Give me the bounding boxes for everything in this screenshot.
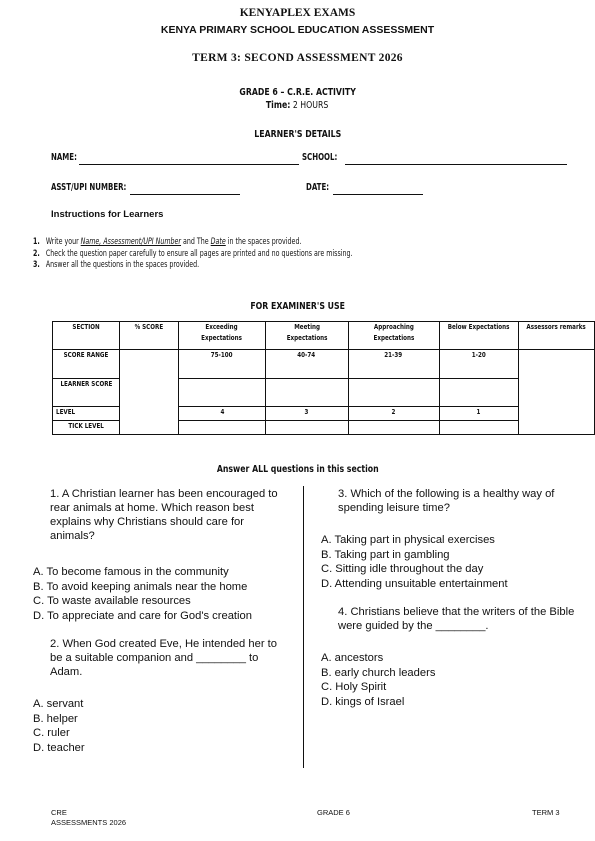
instruction-text: Check the question paper carefully to ensure all pages are printed and no questions are missing.	[45, 248, 353, 259]
score-range-cell: 21-39	[348, 350, 439, 379]
option[interactable]: B. helper	[33, 712, 78, 725]
level-cell: 2	[348, 407, 439, 421]
program-title: KENYA PRIMARY SCHOOL EDUCATION ASSESSMENT	[160, 24, 435, 36]
option[interactable]: D. teacher	[33, 741, 85, 754]
option[interactable]: D. To appreciate and care for God's creation	[33, 609, 252, 622]
option[interactable]: C. Holy Spirit	[321, 681, 387, 693]
row-label: LEARNER SCORE	[53, 379, 120, 407]
section-instruction-wrap	[0, 459, 595, 477]
date-label: DATE:	[306, 182, 330, 193]
instruction-num: 3.	[33, 260, 40, 270]
name-label: NAME:	[51, 152, 77, 163]
school-label: SCHOOL:	[302, 152, 338, 163]
instructions-heading: Instructions for Learners	[51, 209, 164, 220]
time-line	[0, 95, 595, 113]
table-row	[53, 350, 595, 379]
table-header: SECTION	[53, 322, 120, 350]
learner-score-cell[interactable]	[439, 379, 518, 407]
tick-level-cell[interactable]	[439, 421, 518, 435]
learner-heading-wrap	[0, 124, 595, 142]
option[interactable]: A. servant	[33, 698, 84, 710]
time-value: 2 HOURS	[293, 100, 329, 111]
instruction-text: Write your	[45, 237, 81, 247]
grade-activity: GRADE 6 – C.R.E. ACTIVITY	[239, 87, 356, 98]
percent-score-cell[interactable]	[120, 350, 179, 435]
learner-heading: LEARNER'S DETAILS	[254, 129, 341, 140]
question-3-stem: 3. Which of the following is a healthy way of spending leisure time?	[338, 488, 555, 514]
question-1-stem: 1. A Christian learner has been encouraged to rear animals at home. Which reason best explains why Christians should care for animals?	[50, 488, 278, 542]
remarks-cell[interactable]	[518, 350, 594, 435]
instruction-item	[33, 237, 353, 249]
date-field[interactable]	[333, 185, 423, 195]
option[interactable]: D. kings of Israel	[321, 695, 405, 708]
name-field[interactable]	[79, 155, 299, 165]
table-header: Meeting Expectations	[265, 322, 348, 350]
school-field[interactable]	[345, 155, 567, 165]
option[interactable]: A. ancestors	[321, 652, 384, 664]
tick-level-cell[interactable]	[265, 421, 348, 435]
asst-field[interactable]	[130, 185, 240, 195]
option[interactable]: B. To avoid keeping animals near the home	[33, 580, 248, 593]
score-range-cell: 40-74	[265, 350, 348, 379]
option[interactable]: A. To become famous in the community	[33, 566, 229, 578]
footer-term: TERM 3	[532, 808, 560, 817]
learner-score-cell[interactable]	[348, 379, 439, 407]
instruction-text: in the spaces provided.	[225, 237, 302, 247]
examiner-table	[52, 321, 595, 435]
examiner-heading-wrap	[0, 296, 595, 314]
term-title: TERM 3: SECOND ASSESSMENT 2026	[192, 52, 403, 64]
question-2-stem: 2. When God created Eve, He intended her to be a suitable companion and ________ to Adam.	[50, 638, 277, 678]
row-label: TICK LEVEL	[53, 421, 120, 435]
footer-grade: GRADE 6	[317, 808, 350, 817]
table-header: Below Expectations	[439, 322, 518, 350]
level-cell: 4	[179, 407, 265, 421]
learner-score-cell[interactable]	[265, 379, 348, 407]
time-wrap	[266, 100, 329, 111]
instructions-list	[33, 237, 443, 272]
option[interactable]: B. early church leaders	[321, 666, 436, 679]
instruction-item	[33, 249, 353, 261]
option[interactable]: C. To waste available resources	[33, 595, 191, 607]
question-4-stem: 4. Christians believe that the writers of the Bible were guided by the ________.	[338, 606, 575, 632]
table-header-row	[53, 322, 595, 350]
question-3-options	[321, 533, 581, 591]
row-label: SCORE RANGE	[53, 350, 120, 379]
learner-score-cell[interactable]	[179, 379, 265, 407]
tick-level-cell[interactable]	[179, 421, 265, 435]
table-header: Assessors remarks	[518, 322, 594, 350]
row-label: LEVEL	[53, 407, 120, 421]
section-instruction: Answer ALL questions in this section	[216, 464, 379, 475]
column-divider	[303, 486, 304, 768]
instruction-emphasis: Name, Assessment/UPI Number	[80, 237, 182, 247]
question-4-options	[321, 651, 581, 709]
option[interactable]: C. Sitting idle throughout the day	[321, 563, 484, 575]
instruction-num: 2.	[33, 248, 40, 259]
question-1-options	[33, 565, 298, 623]
examiner-heading: FOR EXAMINER'S USE	[250, 301, 345, 312]
table-header: Exceeding Expectations	[179, 322, 265, 350]
option[interactable]: B. Taking part in gambling	[321, 548, 450, 561]
level-cell: 1	[439, 407, 518, 421]
score-range-cell: 1-20	[439, 350, 518, 379]
org-name: KENYAPLEX EXAMS	[239, 7, 356, 19]
tick-level-cell[interactable]	[348, 421, 439, 435]
asst-label: ASST/UPI NUMBER:	[51, 182, 127, 193]
option[interactable]: A. Taking part in physical exercises	[321, 534, 495, 546]
time-label: Time:	[266, 100, 291, 111]
instruction-item	[33, 260, 353, 272]
table-header: Approaching Expectations	[348, 322, 439, 350]
footer-subject: CRE	[51, 808, 67, 817]
level-cell: 3	[265, 407, 348, 421]
footer-left	[51, 808, 126, 828]
instruction-emphasis: Date	[210, 237, 226, 247]
table-header: % SCORE	[120, 322, 179, 350]
footer-assessment: ASSESSMENTS 2026	[51, 818, 127, 827]
option[interactable]: D. Attending unsuitable entertainment	[321, 577, 508, 590]
question-2-options	[33, 697, 298, 755]
score-range-cell: 75-100	[179, 350, 265, 379]
instruction-num: 1.	[33, 237, 40, 247]
option[interactable]: C. ruler	[33, 727, 70, 739]
instruction-text: and The	[181, 237, 211, 247]
instruction-text: Answer all the questions in the spaces provided.	[45, 260, 200, 270]
